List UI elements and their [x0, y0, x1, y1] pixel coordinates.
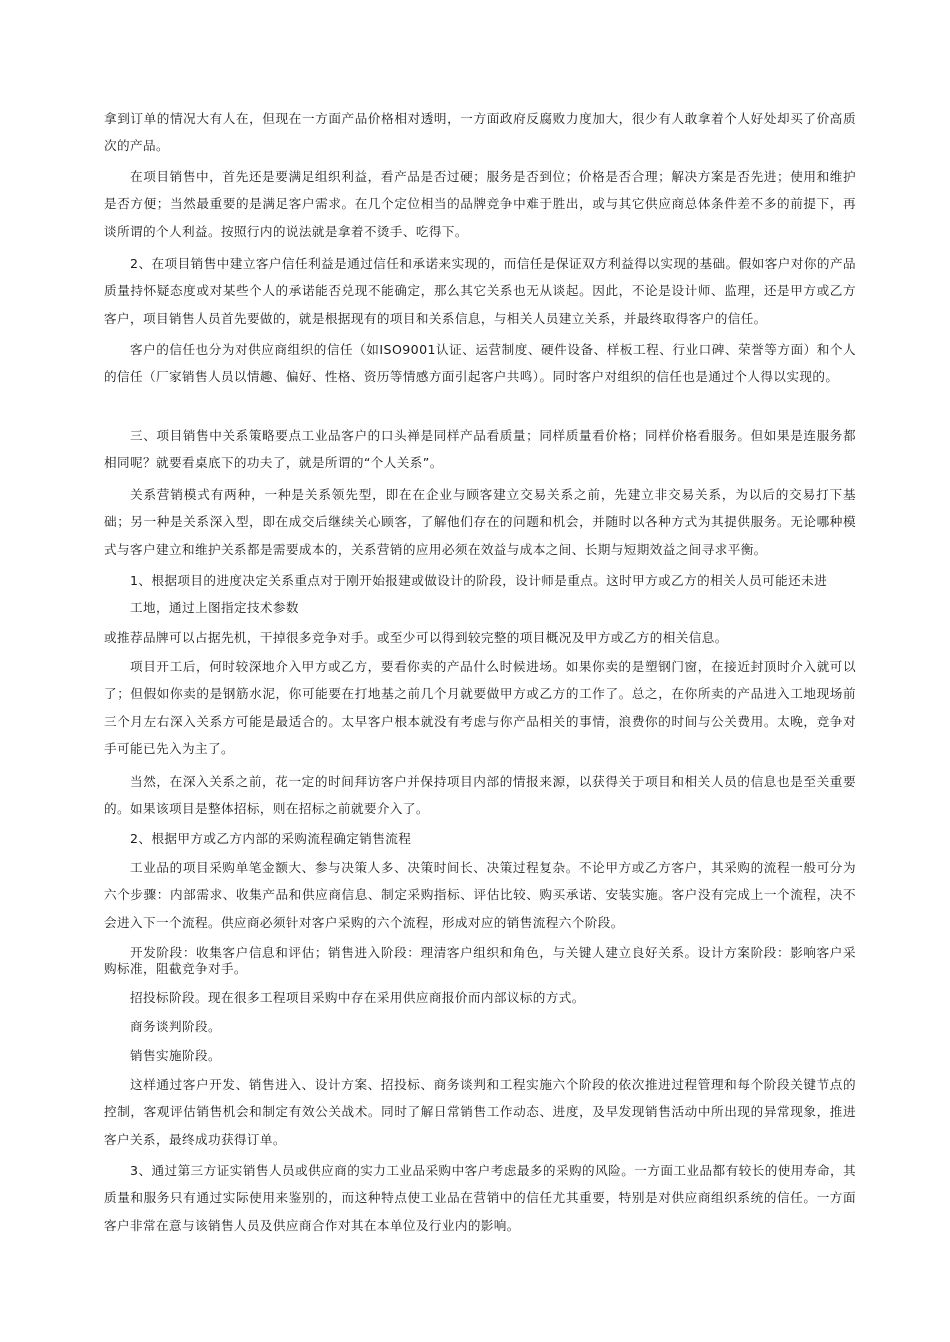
paragraph-trust-interest: 2、在项目销售中建立客户信任利益是通过信任和承诺来实现的，而信任是保证双方利益得以实现的基础。假如客户对你的产品质量持怀疑态度或对某些个人的承诺能否兑现不能确定，那么其它关系也无从谈起。因此，不论是设计师、监理，还是甲方或乙方客户，项目销售人员首先要做的，就是根据现有的项目和关系信息，与相关人员建立关系，并最终取得客户的信任。 [104, 256, 856, 326]
paragraph-brand-advantage: 或推荐品牌可以占据先机，干掉很多竞争对手。或至少可以得到较完整的项目概况及甲方或乙方的相关信息。 [104, 630, 728, 645]
paragraph-third-party: 3、通过第三方证实销售人员或供应商的实力工业品采购中客户考虑最多的采购的风险。一方面工业品都有较长的使用寿命，其质量和服务只有通过实际使用来鉴别的，而这种特点使工业品在营销中的信任尤其重要，特别是对供应商组织系统的信任。一方面客户非常在意与该销售人员及供应商合作对其在本单位及行业内的影响。 [104, 1163, 856, 1233]
paragraph-process-management: 这样通过客户开发、销售进入、设计方案、招投标、商务谈判和工程实施六个阶段的依次推进过程管理和每个阶段关键节点的控制，客观评估销售机会和制定有效公关战术。同时了解日常销售工作动态、进度，及早发现销售活动中所出现的异常现象，推进客户关系，最终成功获得订单。 [104, 1077, 856, 1147]
paragraph-bidding-stage: 招投标阶段。现在很多工程项目采购中存在采用供应商报价而内部议标的方式。 [130, 990, 585, 1005]
paragraph-development-stage: 开发阶段：收集客户信息和评估；销售进入阶段：理清客户组织和角色，与关键人建立良好关系。设计方案阶段：影响客户采购标准，阻截竞争对手。 [104, 945, 856, 976]
paragraph-organization-interest: 在项目销售中，首先还是要满足组织利益，看产品是否过硬；服务是否到位；价格是否合理；解决方案是否先进；使用和维护是否方便；当然最重要的是满足客户需求。在几个定位相当的品牌竞争中难于胜出，或与其它供应商总体条件差不多的前提下，再谈所谓的个人利益。按照行内的说法就是拿着不烫手、吃得下。 [104, 169, 856, 239]
paragraph-implementation-stage: 销售实施阶段。 [130, 1048, 221, 1063]
paragraph-progress-focus: 1、根据项目的进度决定关系重点对于刚开始报建或做设计的阶段，设计师是重点。这时甲方或乙方的相关人员可能还未进 [130, 573, 828, 588]
paragraph-negotiation-stage: 商务谈判阶段。 [130, 1019, 221, 1034]
paragraph-trust-types: 客户的信任也分为对供应商组织的信任（如ISO9001认证、运营制度、硬件设备、样板工程、行业口碑、荣誉等方面）和个人的信任（厂家销售人员以情趣、偏好、性格、资历等情感方面引起客户共鸣）。同时客户对组织的信任也是通过个人得以实现的。 [104, 342, 856, 385]
paragraph-relationship-strategy: 三、项目销售中关系策略要点工业品客户的口头禅是同样产品看质量；同样质量看价格；同样价格看服务。但如果是连服务都相同呢？就要看桌底下的功夫了，就是所谓的“个人关系”。 [104, 428, 856, 471]
paragraph-intro: 拿到订单的情况大有人在，但现在一方面产品价格相对透明，一方面政府反腐败力度加大，很少有人敢拿着个人好处却买了价高质次的产品。 [104, 111, 856, 154]
paragraph-project-start: 项目开工后，何时较深地介入甲方或乙方，要看你卖的产品什么时候进场。如果你卖的是塑钢门窗，在接近封顶时介入就可以了；但假如你卖的是钢筋水泥，你可能要在打地基之前几个月就要做甲方或乙方的工作了。总之，在你所卖的产品进入工地现场前三个月左右深入关系方可能是最适合的。太早客户根本就没有考虑与你产品相关的事情，浪费你的时间与公关费用。太晚，竞争对手可能已先入为主了。 [104, 659, 856, 757]
paragraph-procurement-heading: 2、根据甲方或乙方内部的采购流程确定销售流程 [130, 831, 412, 846]
paragraph-progress-focus-cont: 工地，通过上图指定技术参数 [130, 600, 299, 615]
paragraph-procurement-steps: 工业品的项目采购单笔金额大、参与决策人多、决策时间长、决策过程复杂。不论甲方或乙方客户，其采购的流程一般可分为六个步骤：内部需求、收集产品和供应商信息、制定采购指标、评估比较、购买承诺、安装实施。客户没有完成上一个流程，决不会进入下一个流程。供应商必须针对客户采购的六个流程，形成对应的销售流程六个阶段。 [104, 860, 856, 930]
paragraph-relationship-marketing: 关系营销模式有两种，一种是关系领先型，即在在企业与顾客建立交易关系之前，先建立非交易关系，为以后的交易打下基础；另一种是关系深入型，即在成交后继续关心顾客，了解他们存在的问题和机会，并随时以各种方式为其提供服务。无论哪种模式与客户建立和维护关系都是需要成本的，关系营销的应用必须在效益与成本之间、长期与短期效益之间寻求平衡。 [104, 487, 856, 557]
paragraph-deep-relationship: 当然，在深入关系之前，花一定的时间拜访客户并保持项目内部的情报来源，以获得关于项目和相关人员的信息也是至关重要的。如果该项目是整体招标，则在招标之前就要介入了。 [104, 774, 856, 817]
